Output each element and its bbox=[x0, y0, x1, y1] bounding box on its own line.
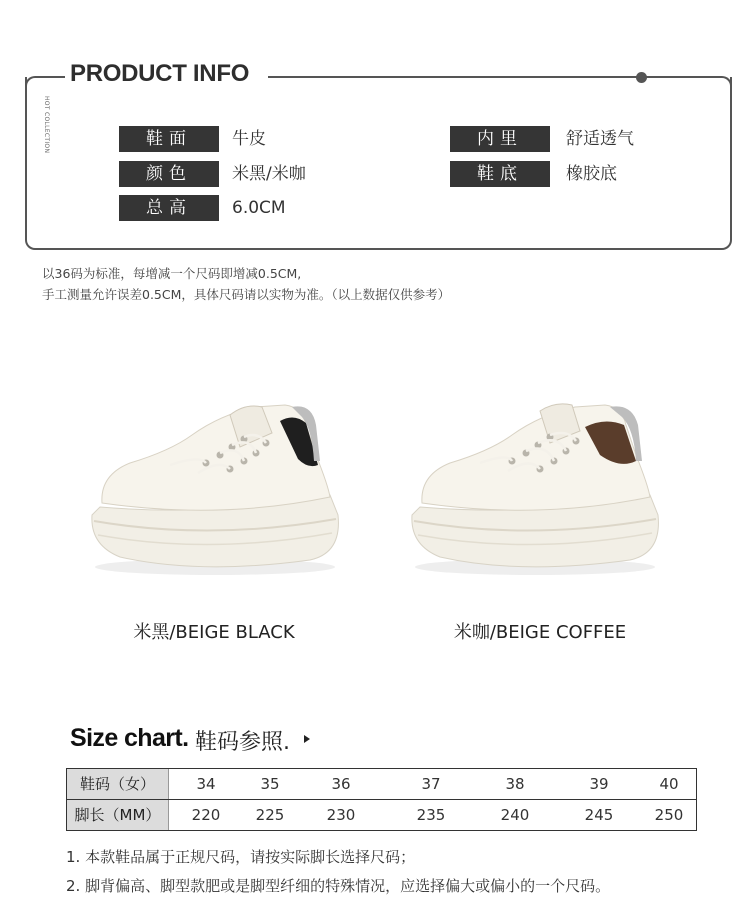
footnote-2: 2. 脚背偏高、脚型款肥或是脚型纤细的特殊情况，应选择偏大或偏小的一个尺码。 bbox=[66, 877, 611, 895]
size-row bbox=[67, 769, 696, 800]
length-row-header: 脚长（MM） bbox=[67, 800, 169, 830]
size-cell: 38 bbox=[505, 775, 525, 793]
attr-value-sole: 橡胶底 bbox=[566, 164, 617, 184]
frame-corner-left bbox=[25, 76, 65, 88]
shoe-image-coffee bbox=[400, 395, 670, 580]
shoe-caption-coffee: 米咖/BEIGE COFFEE bbox=[453, 622, 627, 643]
size-row-header: 鞋码（女） bbox=[67, 769, 169, 799]
length-cell: 230 bbox=[326, 806, 356, 824]
shoe-image-black bbox=[80, 395, 350, 580]
size-cell: 34 bbox=[196, 775, 216, 793]
frame-dot bbox=[636, 72, 647, 83]
footnote-1: 1. 本款鞋品属于正规尺码，请按实际脚长选择尺码； bbox=[66, 848, 416, 866]
frame-corner-right bbox=[268, 76, 732, 88]
hot-collection-label: HOT COLLECTION bbox=[43, 96, 50, 154]
attr-label-sole: 鞋底 bbox=[450, 161, 550, 187]
size-chart-title-cn: 鞋码参照. bbox=[195, 730, 290, 755]
size-cell: 35 bbox=[260, 775, 280, 793]
length-cell: 225 bbox=[255, 806, 285, 824]
length-cell: 220 bbox=[191, 806, 221, 824]
size-table bbox=[66, 768, 697, 831]
length-cell: 245 bbox=[584, 806, 614, 824]
size-note-line1: 以36码为标准，每增减一个尺码即增减0.5CM, bbox=[42, 266, 302, 281]
attr-label-color: 颜色 bbox=[119, 161, 219, 187]
size-cell: 39 bbox=[589, 775, 609, 793]
attr-label-upper: 鞋面 bbox=[119, 126, 219, 152]
length-row bbox=[67, 800, 696, 830]
length-cell: 250 bbox=[654, 806, 684, 824]
size-cell: 36 bbox=[331, 775, 351, 793]
size-note-line2: 手工测量允许误差0.5CM，具体尺码请以实物为准。（以上数据仅供参考） bbox=[42, 287, 451, 302]
attr-label-height: 总高 bbox=[119, 195, 219, 221]
attr-value-upper: 牛皮 bbox=[232, 129, 266, 149]
attr-label-lining: 内里 bbox=[450, 126, 550, 152]
attr-value-lining: 舒适透气 bbox=[566, 129, 634, 149]
size-cell: 37 bbox=[421, 775, 441, 793]
shoe-caption-black: 米黑/BEIGE BLACK bbox=[133, 622, 295, 643]
size-chart-title: Size chart. bbox=[70, 724, 189, 752]
length-cell: 240 bbox=[500, 806, 530, 824]
product-info-title: PRODUCT INFO bbox=[70, 60, 250, 87]
attr-value-color: 米黑/米咖 bbox=[232, 164, 306, 184]
attr-value-height: 6.0CM bbox=[232, 198, 286, 218]
play-arrow-icon bbox=[304, 735, 310, 743]
size-cell: 40 bbox=[659, 775, 679, 793]
length-cell: 235 bbox=[416, 806, 446, 824]
